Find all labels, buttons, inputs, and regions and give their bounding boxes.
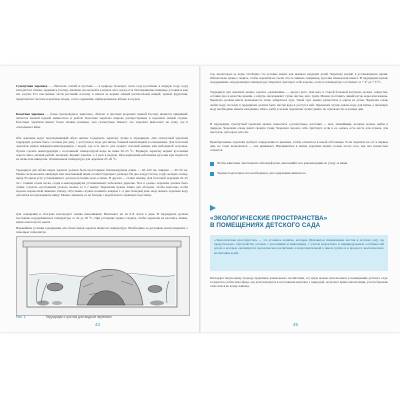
book-spread <box>0 66 400 332</box>
paragraph-care: Обе черепахи ведут малоподвижный образ жизни. Содержать черепаху лучше в террариуме. Для сухопутной черепахи террариум должен быть с песком (на дне), с доступом к воде для питья, боковой вентиляцией и освещением. Для болотной черепахи нужен аквариум-акватеррариум с водой, где есть место для отдыха: плоский камень или небольшой островок. Лучше сделать акватеррариум с постоянной температурой воды не ниже 20–25 °C. Водяную черепаху кормят кусочками сырого мяса, мелкой рыбой, мотылем. Кормят черепах 1–2 раза в неделю. При кормлении небольшие кусочки еды подаются на палке или пинцетом. Оптимальная температура для черепахи 25–26 °C. <box>16 136 188 162</box>
bullet-square-icon <box>210 162 214 166</box>
lead-term: Сухопутная черепаха <box>16 84 48 88</box>
bullet-item: Заранее подготовьте все необходимое для содержания животного. <box>217 171 307 175</box>
paragraph-terrarium: Террариум для обоих видов черепах должен быть просторным. Рекомендуемая длина — 60–100 см, ширина — 40–50 см. Можно использовать аквариум или пластиковый ящик соответствующего размера. На дно кладут песок, торф, мелкую гальку, щепу. В одном углу устанавливают «уголок пустыни» или «степи». В другом — ставят поилку. Для болотной черепахи 20–25 см с тонким слоем песка, сзади в акватеррариуме устанавливают небольшое укрытие. Пол в «доме» черепахи должен быть сухим. Сделать «пустынный уголок» можно за 5–7 минут. Черепахам нужна лампа для обогрева, чтобы взрослые особи хорошо переносили зимнюю спячку. «Пустыню» нужно поливать каждые 1–2 дня. Каждый день надо менять черепахе воду для питья и подкладывать пищу. Можно заменять ее на блюдце с водой или на травяную подстилку. <box>16 168 188 198</box>
paragraph-marsh-turtle <box>16 112 188 134</box>
page-number-right: 45 <box>293 322 299 327</box>
paragraph-lighting: Для освещения и обогрева используют лампы накаливания. Включают их на 6–8 часов в день. В террариуме должна постоянно поддерживаться температура от 24 до 30 °С. При установке нужно следить, чтобы черепахи не касались лампы, иначе они получат ожоги. <box>16 212 188 224</box>
paragraph-ecospace: Благодаря творческому подходу практиков дошкольного воспитания, эту идею можно использовать в помещениях детского сада. Создается особая атмосфера, где дети находятся в постоянном контакте с природой, получают яркие впечатления, учатся бережно относиться ко всему живому. <box>210 276 388 289</box>
paragraph-tortoise <box>16 84 188 110</box>
paragraph-plants: В террариуме сухопутной черепахи можно поместить «сухопутные» растения — мох, лишайники, которые можно найти в природе. Черепахи очень ценят свежую траву. Черепаха хорошо себя чувствует, если в ее «доме» есть места для отдыха, для прогулок, для еды и для сна. <box>210 122 388 135</box>
figure-caption <box>16 315 188 321</box>
paragraph-text: — обитатель степей и пустынь — в природе большую часть года (особенно в жаркую пору года) находится в спячке, зарываясь в почву. Активна она весной и в начале лета, когда есть благоприятные пищевые условия и еще нет засухи. Ест она мягкие части растений, поэтому в неволе ее кормят свежей растительной пищей, травой, фруктами, предпочитает желтые и красные плоды, салат, одуванчик, примороженное яблоко и огурец. <box>16 84 188 101</box>
paragraph-adaptation: Приобретенные черепахи требуют определенного времени, чтобы освоиться в новой обстановке. Если черепаха не ест в первые дни, не стоит волноваться — она привыкает. Вмешиваться в жизнь черепахи можно только после того, как она полностью освоится. <box>210 140 388 153</box>
right-page <box>201 66 400 332</box>
left-page <box>0 66 199 332</box>
paragraph-grotto: Террариум для черепахи можно сделать «домашним» — вроде грота. Для него в старой большой кастрюле делают отверстие, оставив дно в качестве крыши, а внутрь закладывают сухие листья, мох, траву. Можно поставить дикий кусок коры или камень. Черепаха должна иметь возможность легко забираться туда. Такой грот можно разместить в одном из углов. Черепахи очень любят воду, поэтому в террариуме должна быть чистая вода и доступ к ней. Черепахам лучше давать воду для питья, а питьевую воду необходимо менять ежедневно. Мясо, рыбу и зелень черепахам лучше давать по отдельности, в разные дни. <box>210 90 388 111</box>
lead-term: Болотная черепаха <box>16 112 45 116</box>
section-heading-line: «ЭКОЛОГИЧЕСКИЕ ПРОСТРАНСТВА» <box>210 215 328 222</box>
highlight-text: «Экологические пространства» — это условное понятие, которым (Ясновиты) специальным местом в детском саду, где предусмотрено обустройство уголков с растениями и животными, с учетом возрастных и индивидуальных особенностей детей, в которых организуется экологическое воспитание в подготовительной к школе группе и в процессе экологического воспитания детей. <box>214 238 384 255</box>
section-arrow-icon <box>210 205 216 211</box>
terrarium-drawing <box>17 237 189 315</box>
paragraph-text: — более пресноводное животное, обитает в пресных водоемах южной России, является хищницей: питается мелкой водной живностью и рыбой. Болотная черепаха широко распространена в водоемах нашей страны. Болотные черепахи имеют более мелкие размеры, чем сухопутные. Бывает, что черепаха выползает на сушу, где и откладывает яйца. <box>16 112 188 129</box>
paragraph-feeding: ток, желательно ее корм. Особенно это условие важно для немного ведущих детей. Черепаху кормят в установленное время. Обязательно нужно следить, чтобы черепахи не съели что-то лишнее, например, кусочки пленки или пакета. В террариуме нужно поддерживать определенную температуру. Черепаха чувствует себя хорошо, если ее температура составляет от + 4° до + 6 °С. <box>210 72 388 85</box>
paragraph-temperature: Важнейшие условия содержания для обоих видов черепах является температура. Необходимо ее регулярно контролировать с помощью термометра. <box>16 226 188 235</box>
figure-label: Рис. 1. <box>16 315 27 319</box>
bullet-square-icon <box>210 172 214 176</box>
section-heading-line: В ПОМЕЩЕНИЯХ ДЕТСКОГО САДА <box>210 222 321 229</box>
figure-caption-text: Террариум с гротом для водной черепахи <box>45 315 112 319</box>
section-heading <box>210 215 370 229</box>
highlight-box <box>210 235 388 271</box>
terrarium-illustration <box>16 236 190 316</box>
page-number-left: 44 <box>95 322 101 327</box>
bullet-item: Чтобы животные чувствовали себя комфортно, выполняйте все рекомендации по уходу за ними. <box>217 161 348 165</box>
